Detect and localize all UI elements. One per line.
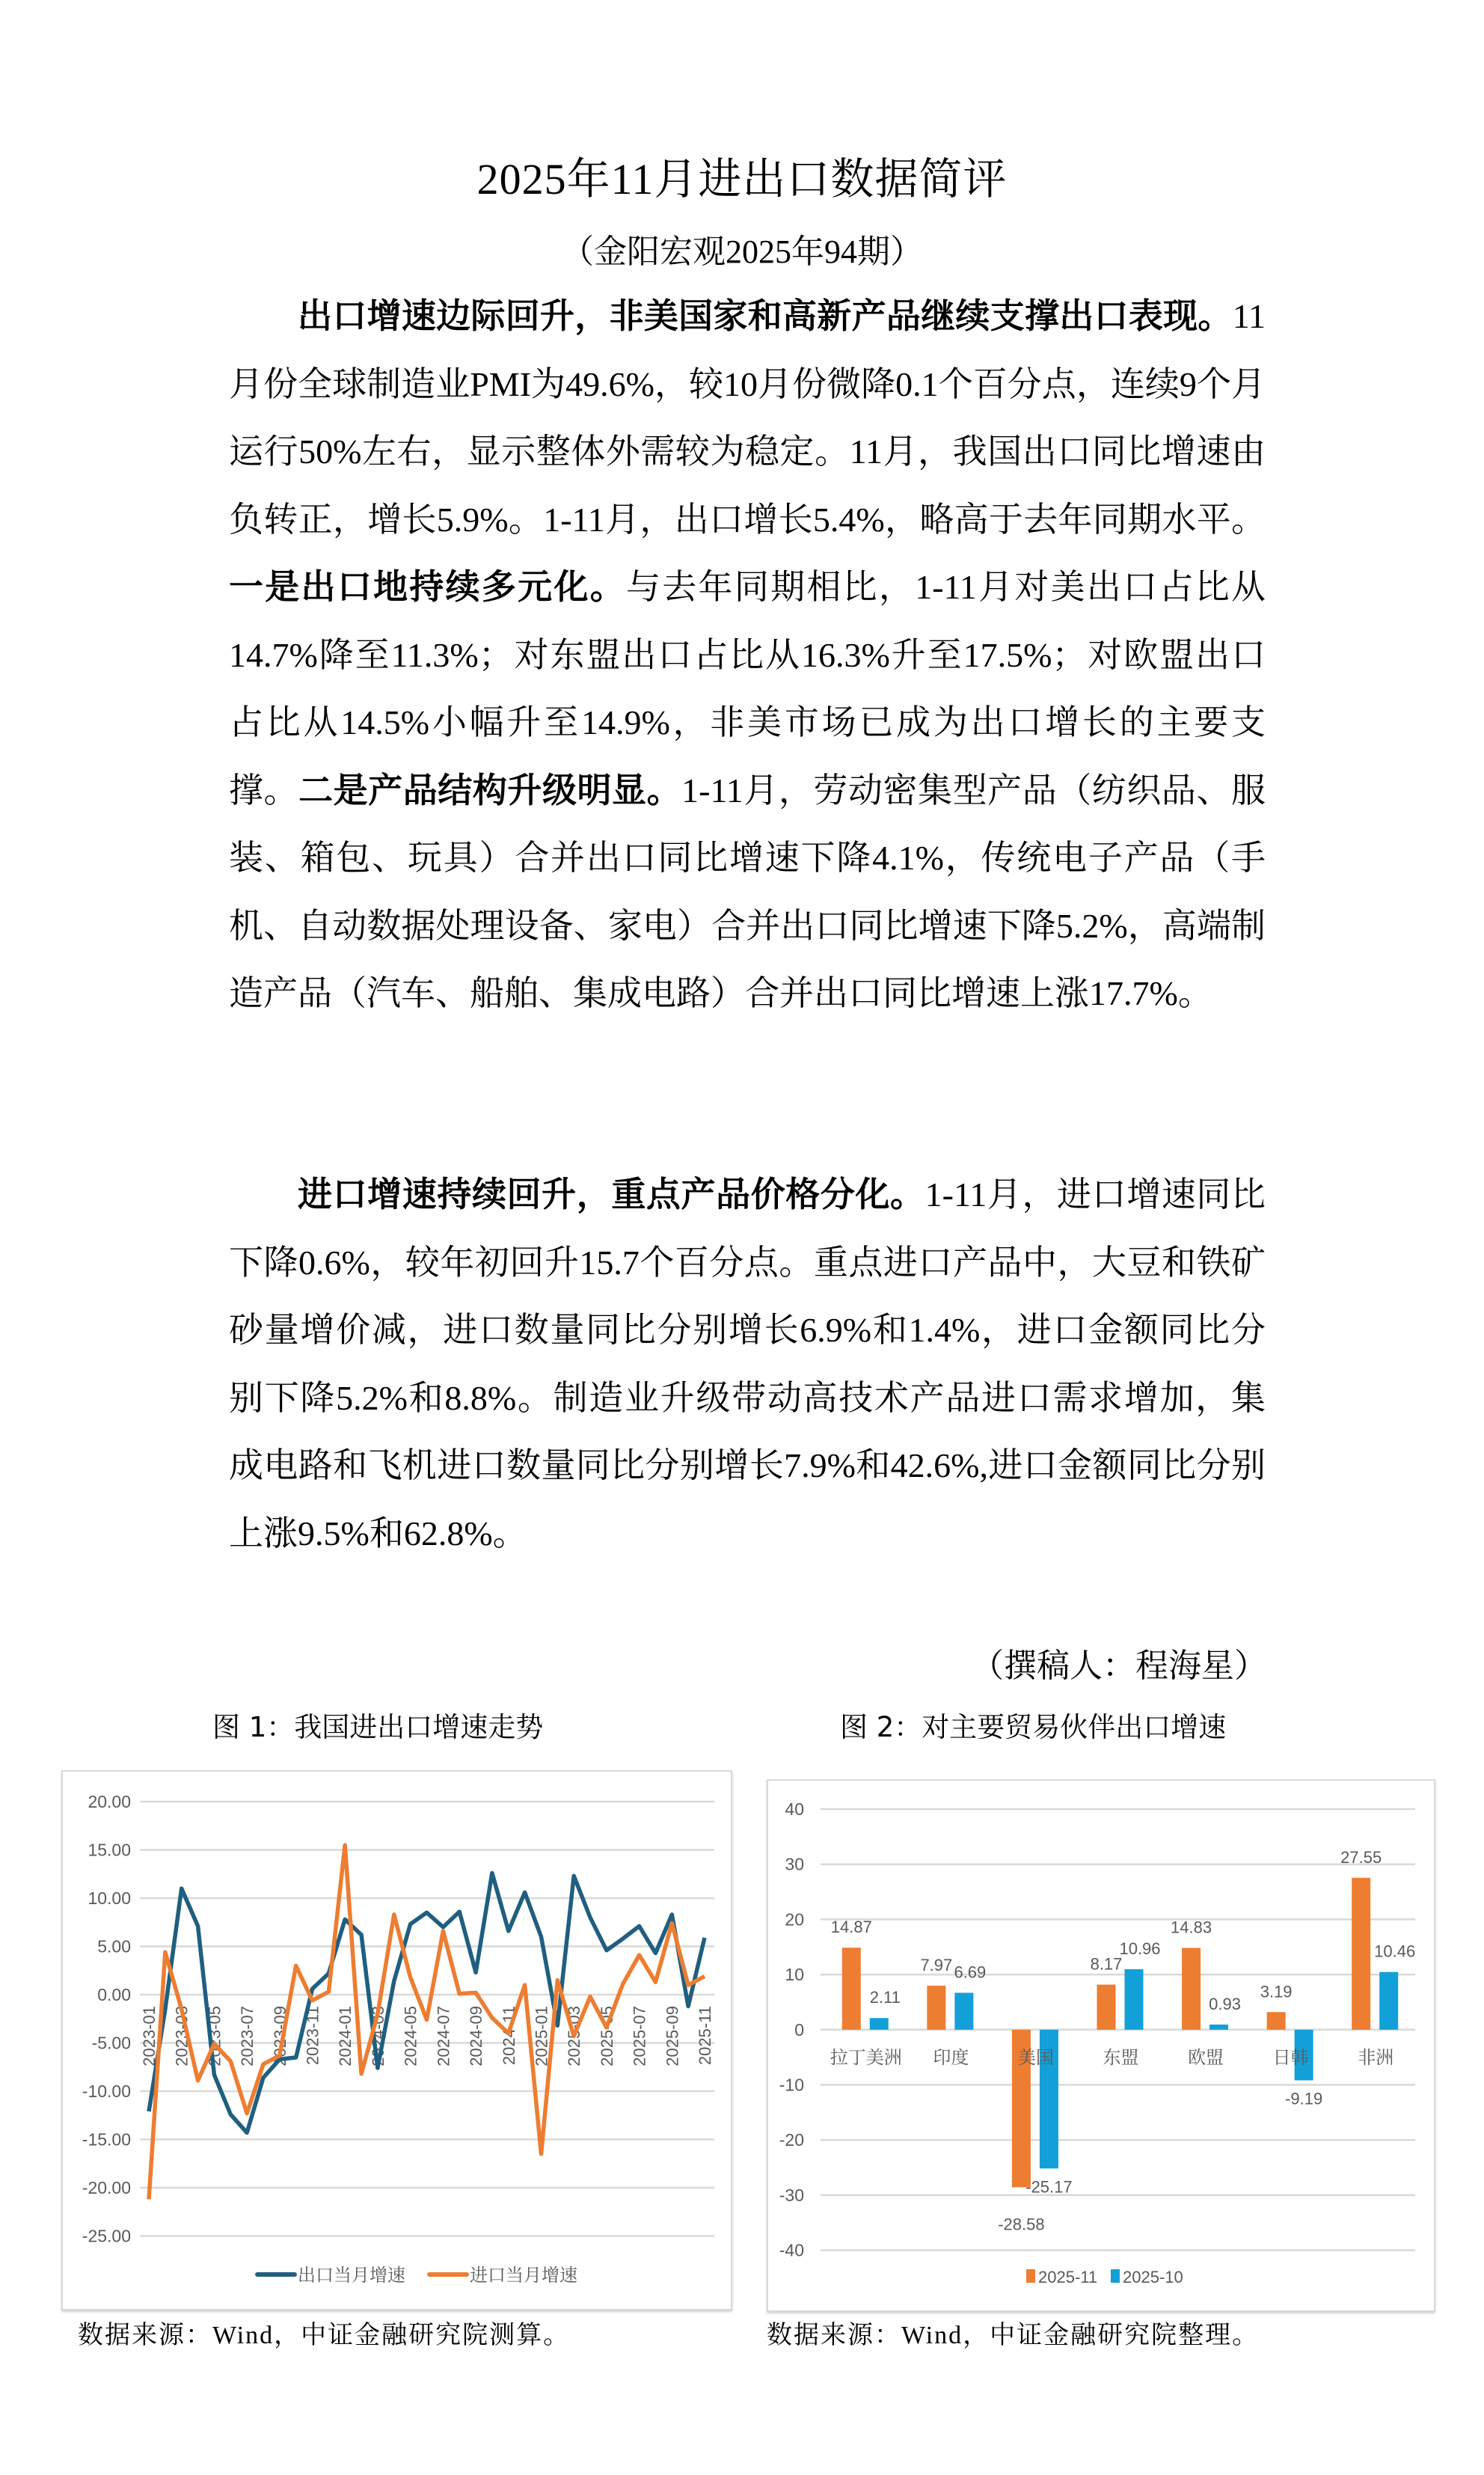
y-tick-label: 15.00 xyxy=(88,1840,131,1860)
bar-2025-10 xyxy=(870,2018,889,2030)
x-tick-label: 2023-09 xyxy=(270,2006,289,2066)
data-label: 0.93 xyxy=(1209,1994,1241,2013)
bar-2025-11 xyxy=(1097,1985,1116,2030)
y-tick-label: -30 xyxy=(779,2185,804,2205)
line-chart-trade-growth xyxy=(61,1770,732,2310)
data-label: -9.19 xyxy=(1285,2089,1323,2108)
bar-chart-partner-exports xyxy=(767,1779,1435,2312)
x-tick-label: 2025-03 xyxy=(565,2006,584,2066)
y-tick-label: 10.00 xyxy=(88,1888,131,1908)
y-tick-label: -5.00 xyxy=(91,2033,131,2053)
figure-1-title: 图 1：我国进出口增速走势 xyxy=(212,1711,544,1743)
figure-2-title: 图 2：对主要贸易伙伴出口增速 xyxy=(840,1711,1227,1743)
data-label: 8.17 xyxy=(1090,1954,1123,1974)
x-tick-label: 2023-03 xyxy=(172,2006,191,2066)
legend-label: 进口当月增速 xyxy=(470,2266,577,2286)
category-label: 东盟 xyxy=(1103,2047,1139,2068)
y-tick-label: -20.00 xyxy=(82,2178,131,2197)
x-tick-label: 2023-01 xyxy=(140,2006,159,2066)
category-label: 非洲 xyxy=(1358,2047,1394,2068)
bar-chart-canvas xyxy=(768,1781,1434,2310)
data-label: 6.69 xyxy=(954,1962,987,1982)
data-label: 10.46 xyxy=(1374,1942,1416,1961)
bar-2025-11 xyxy=(1182,1948,1201,2030)
data-label: 7.97 xyxy=(920,1956,953,1975)
issue-subtitle: （金阳宏观2025年94期） xyxy=(561,233,923,270)
data-label: 2.11 xyxy=(869,1988,901,2007)
category-label: 拉丁美洲 xyxy=(830,2047,902,2068)
x-tick-label: 2023-07 xyxy=(238,2006,257,2066)
legend-label: 2025-11 xyxy=(1038,2268,1098,2286)
bar-2025-11 xyxy=(1267,2012,1286,2030)
data-label: 14.87 xyxy=(830,1918,872,1937)
legend-swatch xyxy=(1026,2269,1035,2283)
y-tick-label: 20 xyxy=(785,1909,804,1930)
y-tick-label: -25.00 xyxy=(82,2226,131,2246)
y-tick-label: 30 xyxy=(785,1854,804,1874)
y-tick-label: 10 xyxy=(785,1965,804,1985)
y-tick-label: -15.00 xyxy=(82,2129,131,2150)
figure-2-source: 数据来源：Wind，中证金融研究院整理。 xyxy=(767,2322,1260,2349)
body-text-run: 1-11月，进口增速同比下降0.6%，较年初回升15.7个百分点。重点进口产品中，大豆和铁矿砂量增价减，进口数量同比分别增长6.9%和1.4%，进口金额同比分别下降5.2%和8.8%。制造业升级带动高技术产品进口需求增加，集成电路和飞机进口数量同比分别增长7.9%和42.6%,进口金额同比分别上涨9.5%和62.8%。 xyxy=(229,1175,1266,1552)
body-text-run: 与去年同期相比，1-11月对美出口占比从14.7%降至11.3%；对东盟出口占比从16.3%升至17.5%；对欧盟出口占比从14.5%小幅升至14.9%，非美市场已成为出口增长的主要支撑。 xyxy=(229,568,1266,810)
category-label: 日韩 xyxy=(1272,2047,1309,2068)
bold-lead-phrase: 二是产品结构升级明显。 xyxy=(298,771,682,810)
line-chart-canvas xyxy=(63,1772,731,2309)
body-text-run: 11月份全球制造业PMI为49.6%，较10月份微降0.1个百分点，连续9个月运行50%左右，显示整体外需较为稳定。11月，我国出口同比增速由负转正，增长5.9%。1-11月，出口增长5.4%，略高于去年同期水平。 xyxy=(229,297,1266,539)
bar-2025-11 xyxy=(842,1948,861,2030)
data-label: 14.83 xyxy=(1171,1918,1212,1937)
category-label: 印度 xyxy=(933,2047,969,2068)
category-label: 欧盟 xyxy=(1188,2047,1224,2068)
legend-label: 2025-10 xyxy=(1123,2268,1183,2286)
y-tick-label: -10.00 xyxy=(82,2081,131,2101)
y-tick-label: -40 xyxy=(779,2240,804,2260)
bar-2025-11 xyxy=(1352,1878,1370,2030)
legend-swatch xyxy=(1111,2269,1120,2283)
y-tick-label: 0.00 xyxy=(97,1985,131,2004)
x-tick-label: 2024-03 xyxy=(368,2006,387,2066)
bar-2025-10 xyxy=(954,1992,973,2029)
x-tick-label: 2025-01 xyxy=(532,2006,551,2066)
bold-lead-phrase: 一是出口地持续多元化。 xyxy=(229,568,627,606)
y-tick-label: -10 xyxy=(779,2075,804,2095)
bar-2025-10 xyxy=(1125,1969,1144,2030)
x-tick-label: 2025-09 xyxy=(663,2006,682,2066)
x-tick-label: 2025-05 xyxy=(597,2006,616,2066)
export-growth-line xyxy=(149,1873,705,2133)
y-tick-label: -20 xyxy=(779,2130,804,2150)
author-line: （撰稿人：程海星） xyxy=(971,1648,1267,1684)
bar-2025-10 xyxy=(1379,1972,1398,2030)
x-tick-label: 2024-09 xyxy=(467,2006,486,2066)
x-tick-label: 2024-11 xyxy=(499,2006,518,2066)
x-tick-label: 2024-07 xyxy=(434,2006,453,2066)
category-label: 美国 xyxy=(1017,2047,1054,2068)
x-tick-label: 2025-11 xyxy=(696,2006,714,2066)
legend-label: 出口当月增速 xyxy=(298,2266,405,2286)
bold-lead-phrase: 进口增速持续回升，重点产品价格分化。 xyxy=(298,1175,925,1214)
page-title: 2025年11月进出口数据简评 xyxy=(476,155,1008,204)
data-label: 10.96 xyxy=(1119,1939,1161,1959)
bold-lead-phrase: 出口增速边际回升，非美国家和高新产品继续支撑出口表现。 xyxy=(298,297,1233,335)
data-label: 27.55 xyxy=(1340,1847,1382,1867)
y-tick-label: 0 xyxy=(794,2019,804,2040)
body-text-run: 1-11月，劳动密集型产品（纺织品、服装、箱包、玩具）合并出口同比增速下降4.1%，传统电子产品（手机、自动数据处理设备、家电）合并出口同比增速下降5.2%，高端制造产品（汽车、船舶、集成电路）合并出口同比增速上涨17.7%。 xyxy=(229,771,1266,1012)
bar-2025-10 xyxy=(1209,2025,1228,2030)
y-tick-label: 40 xyxy=(785,1799,804,1819)
bar-2025-11 xyxy=(927,1986,945,2030)
x-tick-label: 2024-01 xyxy=(336,2006,355,2066)
y-tick-label: 20.00 xyxy=(88,1792,131,1811)
data-label: -25.17 xyxy=(1025,2177,1073,2197)
y-tick-label: 5.00 xyxy=(97,1936,131,1957)
x-tick-label: 2025-07 xyxy=(630,2006,649,2066)
paragraph-import xyxy=(229,1161,1266,1567)
figure-1-source: 数据来源：Wind，中证金融研究院测算。 xyxy=(78,2322,571,2349)
x-tick-label: 2023-11 xyxy=(303,2006,322,2066)
data-label: 3.19 xyxy=(1260,1982,1293,2001)
x-tick-label: 2024-05 xyxy=(401,2006,420,2066)
data-label: -28.58 xyxy=(998,2215,1045,2234)
paragraph-export xyxy=(229,283,1266,1028)
x-tick-label: 2023-05 xyxy=(205,2006,224,2066)
